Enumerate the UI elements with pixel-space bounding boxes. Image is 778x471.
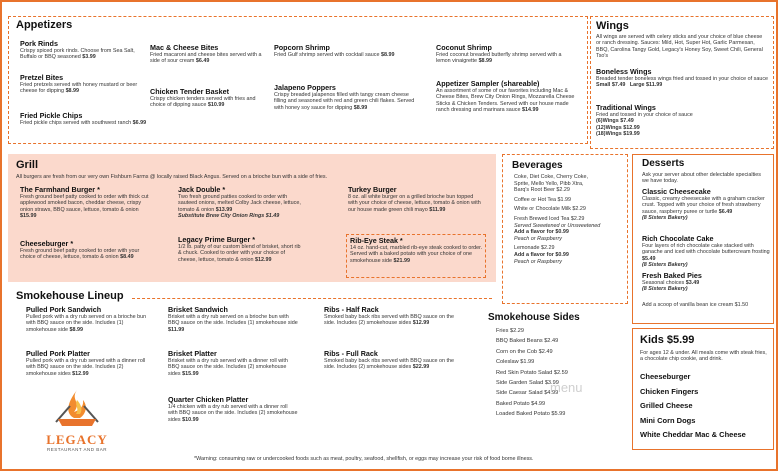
kids-item: Chicken Fingers — [640, 386, 699, 396]
ice-cream-addon: Add a scoop of vanilla bean ice cream $1.50 — [642, 302, 749, 308]
menu-item-ribs-full-rack: Ribs - Full Rack Smoked baby back ribs served with BBQ sauce on the side. Includes (2) smokehouse sides $22.99 — [324, 349, 455, 371]
menu-item-fried-pickle-chips: Fried Pickle Chips Fried pickle chips served with southwest ranch $6.99 — [20, 111, 147, 126]
menu-item-ribeye-steak: Rib-Eye Steak * 14 oz. hand-cut, marbled rib-eye steak cooked to order. Served with a baked potato with your choice of one smokehouse side $21.99 — [350, 236, 483, 264]
menu-item-brisket-sandwich: Brisket Sandwich Brisket with a dry rub served on a brioche bun with BBQ sauce on the side. Includes (1) smokehouse side $11.99 — [168, 305, 298, 333]
menu-item-popcorn-shrimp: Popcorn Shrimp Fried Gulf shrimp served with cocktail sauce $8.99 — [274, 43, 395, 58]
beverage-line: Add a flavor for $0.99 — [514, 229, 569, 236]
beverages-list — [514, 174, 624, 265]
menu-item-jalapeno-poppers: Jalapeno Poppers Crispy breaded jalapenos filled with tangy cream cheese filling and seasoned with red and green chili flakes. Served with honey soy sauce for dipping $8.99 — [274, 83, 415, 111]
kids-item: Grilled Cheese — [640, 401, 693, 410]
kids-item: Mini Corn Dogs — [640, 415, 696, 425]
side-item: Red Skin Potato Salad $2.59 — [496, 369, 568, 376]
logo-name: LEGACY — [46, 432, 108, 447]
menu-item-brisket-platter: Brisket Platter Brisket with a dry rub served with a dinner roll with BBQ sauce on the side. Includes (2) smokehouse sides $15.99 — [168, 349, 288, 377]
smokehouse-divider — [132, 298, 492, 299]
onion-ring-substitute-note: Substitute Brew City Onion Rings $1.49 — [178, 212, 280, 219]
menu-item-pulled-pork-platter: Pulled Pork Platter Pulled pork with a dry rub served with a dinner roll with BBQ sauce on the side. Includes (2) smokehouse sides $12.99 — [26, 349, 146, 377]
sides-list — [496, 326, 616, 420]
beverage-line: Peach or Raspberry — [514, 235, 562, 242]
menu-item-pretzel-bites: Pretzel Bites Fried pretzels served with honey mustard or beer cheese for dipping $8.99 — [20, 73, 138, 95]
menu-item-appetizer-sampler: Appetizer Sampler (shareable) An assortment of some of our favorites including Mac & Cheese Bites, Brew City Onion Rings, Mozzarella Cheese Sticks & Chicken Tenders. Served with our house made ranch dressing and marinara sauce $14.99 — [436, 79, 575, 113]
menu-item-mac-cheese-bites: Mac & Cheese Bites Fried macaroni and cheese bites served with a side of sour cream $6.49 — [150, 43, 262, 65]
menu-item-chicken-tender-basket: Chicken Tender Basket Crispy chicken tenders served with fries and choice of dipping sauce $10.99 — [150, 87, 256, 109]
beverage-line: Coke, Diet Coke, Cherry Coke, — [514, 174, 588, 180]
beverage-line: Served Sweetened or Unsweetened — [514, 222, 601, 229]
side-item: Coleslaw $1.99 — [496, 359, 535, 366]
menu-item-ribs-half-rack: Ribs - Half Rack Smoked baby back ribs served with BBQ sauce on the side. Includes (2) smokehouse sides $12.99 — [324, 305, 455, 327]
menu-item-pulled-pork-sandwich: Pulled Pork Sandwich Pulled pork with a dry rub served on a brioche bun with BBQ sauce on the side. Includes (1) smokehouse side $8.99 — [26, 305, 147, 333]
beverage-line: Sprite, Mello Yello, Pibb Xtra, — [514, 180, 584, 187]
beverage-line: Barq's Root Beer $2.29 — [514, 187, 570, 194]
watermark-text: menu — [550, 380, 583, 395]
side-item: Fries $2.29 — [496, 328, 524, 334]
kids-intro: For ages 12 & under. All meals come with steak fries, a chocolate chip cookie, and drink. — [640, 350, 767, 363]
appetizers-title: Appetizers — [16, 19, 73, 31]
desserts-title: Desserts — [642, 158, 685, 169]
kids-item: White Cheddar Mac & Cheese — [640, 430, 746, 439]
grill-intro: All burgers are fresh from our very own Fishburn Farms @ locally raised Black Angus. Served on a brioche bun with a side of fries. — [16, 174, 328, 180]
sides-title: Smokehouse Sides — [488, 312, 580, 323]
menu-item-fresh-baked-pies: Fresh Baked Pies Seasonal choices $3.49 (8 Sisters Bakery) — [642, 271, 702, 293]
menu-item-rich-chocolate-cake: Rich Chocolate Cake Four layers of rich chocolate cake stacked with ganache and iced with chocolate buttercream frosting $5.49 (8 Sisters Bakery) — [642, 234, 770, 268]
beverage-line: Peach or Raspberry — [514, 258, 562, 265]
side-item: Baked Potato $4.99 — [496, 400, 546, 407]
kids-title: Kids $5.99 — [640, 334, 695, 346]
menu-item-legacy-prime-burger: Legacy Prime Burger * 1/2 lb. patty of our custom blend of brisket, short rib & chuck. Cooked to order with your choice of cheese, lettuce, tomato & onion $12.99 — [178, 235, 301, 263]
food-warning: *Warning: consuming raw or undercooked foods such as meat, poultry, seafood, shellfish, or eggs may increase your risk of food borne illness. — [194, 456, 534, 462]
kids-item: Cheeseburger — [640, 372, 691, 381]
side-item: Corn on the Cob $2.49 — [496, 348, 553, 355]
menu-item-classic-cheesecake: Classic Cheesecake Classic, creamy cheesecake with a graham cracker crust. Topped with your choice of fresh strawberry sauce, raspberry puree or turtle $6.49 (8 Sisters Bakery) — [642, 187, 765, 221]
wings-title: Wings — [596, 20, 629, 32]
beverage-line: Coffee or Hot Tea $1.99 — [514, 196, 572, 203]
logo-tagline: RESTAURANT AND BAR — [46, 447, 108, 452]
kids-list — [640, 370, 772, 443]
beverage-line: Lemonade $2.29 — [514, 245, 555, 252]
menu-item-cheeseburger: Cheeseburger * Fresh ground beef patty cooked to order with your choice of cheese, lettuce, tomato & onion $8.49 — [20, 239, 140, 261]
side-item: Side Caesar Salad $4.99 — [496, 390, 559, 397]
legacy-logo — [36, 388, 118, 454]
grill-title: Grill — [16, 159, 39, 171]
menu-item-quarter-chicken-platter: Quarter Chicken Platter 1/4 chicken with a dry rub served with a dinner roll with BBQ sauce on the side. Includes (2) smokehouse sides $10.99 — [168, 395, 298, 423]
menu-item-boneless-wings: Boneless Wings Breaded tender boneless wings fried and tossed in your choice of sauce Small $7.49 Large $11.99 — [596, 67, 769, 89]
side-item: Side Garden Salad $3.99 — [496, 380, 559, 387]
wings-description: All wings are served with celery sticks and your choice of blue cheese or ranch dressing. Sauces: Mild, Hot, Super Hot, Garlic Parmesan, BBQ, Carolina Tangy Gold, Legacy's Honey Soy, Sweet Chili, General Tso's — [596, 34, 763, 59]
menu-item-turkey-burger: Turkey Burger 8 oz. all white burger on a grilled brioche bun topped with your choice of cheese, lettuce, tomato & onion with our house made green chili mayo $11.99 — [348, 185, 481, 213]
menu-item-traditional-wings: Traditional Wings Fried and tossed in your choice of sauce (6)Wings $7.49 (12)Wings $12.99 (18)Wings $19.99 — [596, 103, 693, 137]
beverage-line: Add a flavor for $0.99 — [514, 251, 569, 258]
beverage-line: White or Chocolate Milk $2.29 — [514, 206, 586, 213]
beverage-line: Fresh Brewed Iced Tea $2.29 — [514, 215, 585, 222]
smokehouse-title: Smokehouse Lineup — [16, 290, 124, 302]
flame-grill-icon — [36, 388, 118, 428]
menu-item-jack-double: Jack Double * Two fresh ground patties cooked to order with sauteed onions, melted Colby Jack cheese, lettuce, tomato & onion $13.99 Substitute Brew City Onion Rings $1.49 — [178, 186, 304, 219]
menu-item-pork-rinds: Pork Rinds Crispy spiced pork rinds. Choose from Sea Salt, Buffalo or BBQ seasoned $3.99 — [20, 39, 135, 61]
desserts-intro: Ask your server about other delectable specialties we have today. — [642, 172, 761, 185]
menu-item-coconut-shrimp: Coconut Shrimp Fried coconut breaded butterfly shrimp served with a lemon vinaigrette $8.99 — [436, 43, 562, 65]
menu-item-farmhand-burger: The Farmhand Burger * Fresh ground beef patty cooked to order with thick cut applewood smoked bacon, cheddar cheese, crispy onion straws, BBQ sauce, lettuce, tomato & onion $15.99 — [20, 185, 149, 219]
side-item: BBQ Baked Beans $2.49 — [496, 338, 559, 345]
beverages-title: Beverages — [512, 160, 563, 171]
side-item: Loaded Baked Potato $5.99 — [496, 411, 566, 418]
